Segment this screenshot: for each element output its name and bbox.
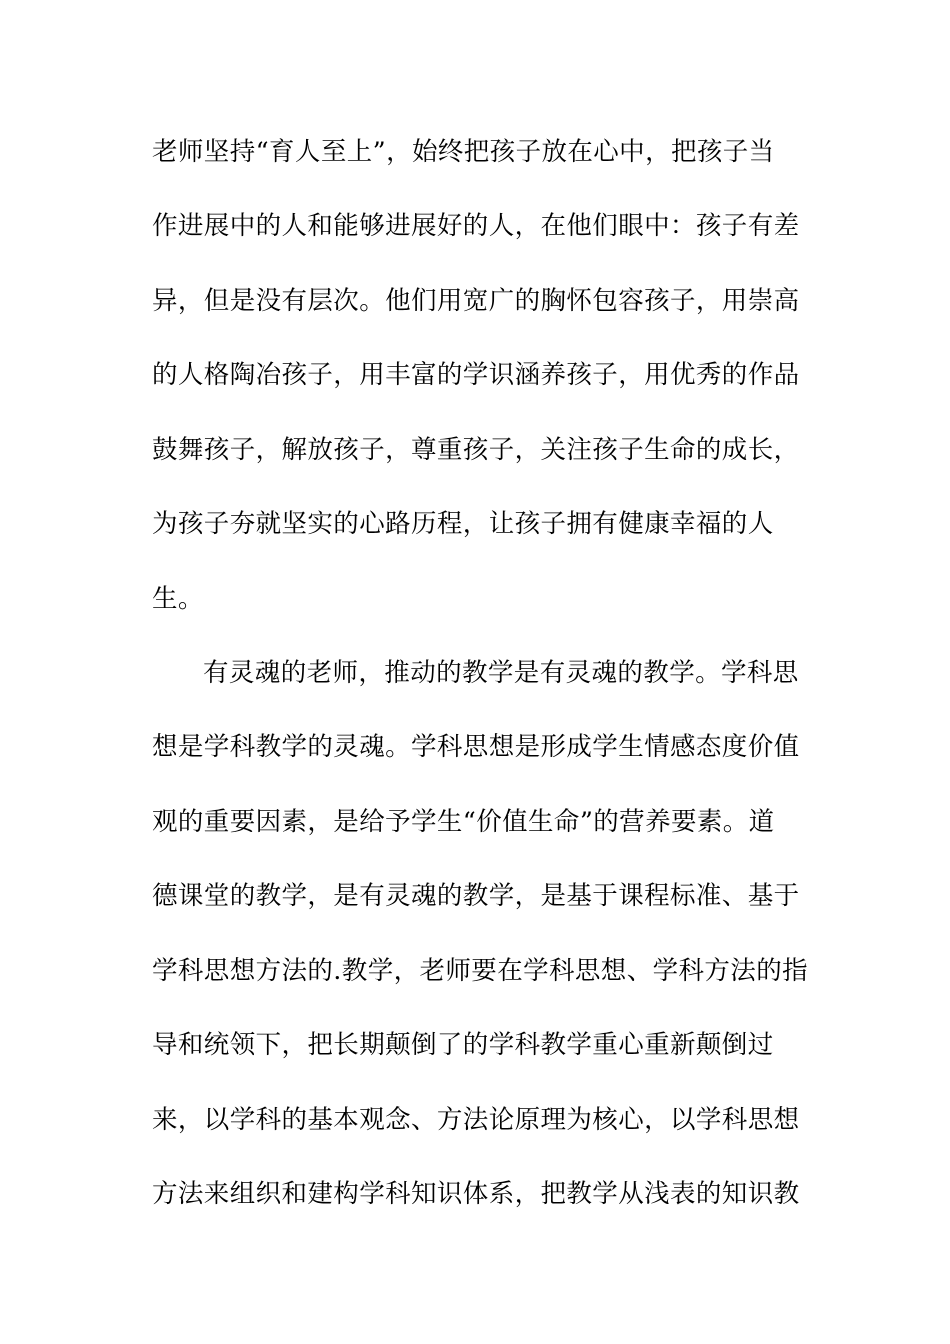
text-line: 有灵魂的老师，推动的教学是有灵魂的教学。学科思 bbox=[203, 658, 799, 688]
text-line: 异，但是没有层次。他们用宽广的胸怀包容孩子，用崇高 bbox=[152, 286, 800, 316]
text-line: 来，以学科的基本观念、方法论原理为核心，以学科思想 bbox=[152, 1105, 800, 1135]
text-line: 想是学科教学的灵魂。学科思想是形成学生情感态度价值 bbox=[152, 732, 800, 762]
text-line: 生。 bbox=[152, 584, 204, 614]
text-line: 德课堂的教学，是有灵魂的教学，是基于课程标准、基于 bbox=[152, 881, 800, 911]
text-line: 学科思想方法的.教学，老师要在学科思想、学科方法的指 bbox=[152, 956, 809, 986]
text-line: 为孩子夯就坚实的心路历程，让孩子拥有健康幸福的人 bbox=[152, 509, 774, 539]
text-line: 方法来组织和建构学科知识体系，把教学从浅表的知识教 bbox=[152, 1179, 800, 1209]
text-line: 导和统领下，把长期颠倒了的学科教学重心重新颠倒过 bbox=[152, 1030, 774, 1060]
text-line: 老师坚持“育人至上”，始终把孩子放在心中，把孩子当 bbox=[152, 137, 775, 167]
text-line: 观的重要因素，是给予学生“价值生命”的营养要素。道 bbox=[152, 807, 775, 837]
text-line: 的人格陶冶孩子，用丰富的学识涵养孩子，用优秀的作品 bbox=[152, 360, 800, 390]
text-line: 作进展中的人和能够进展好的人，在他们眼中：孩子有差 bbox=[152, 211, 800, 241]
text-line: 鼓舞孩子，解放孩子，尊重孩子，关注孩子生命的成长， bbox=[152, 435, 800, 465]
